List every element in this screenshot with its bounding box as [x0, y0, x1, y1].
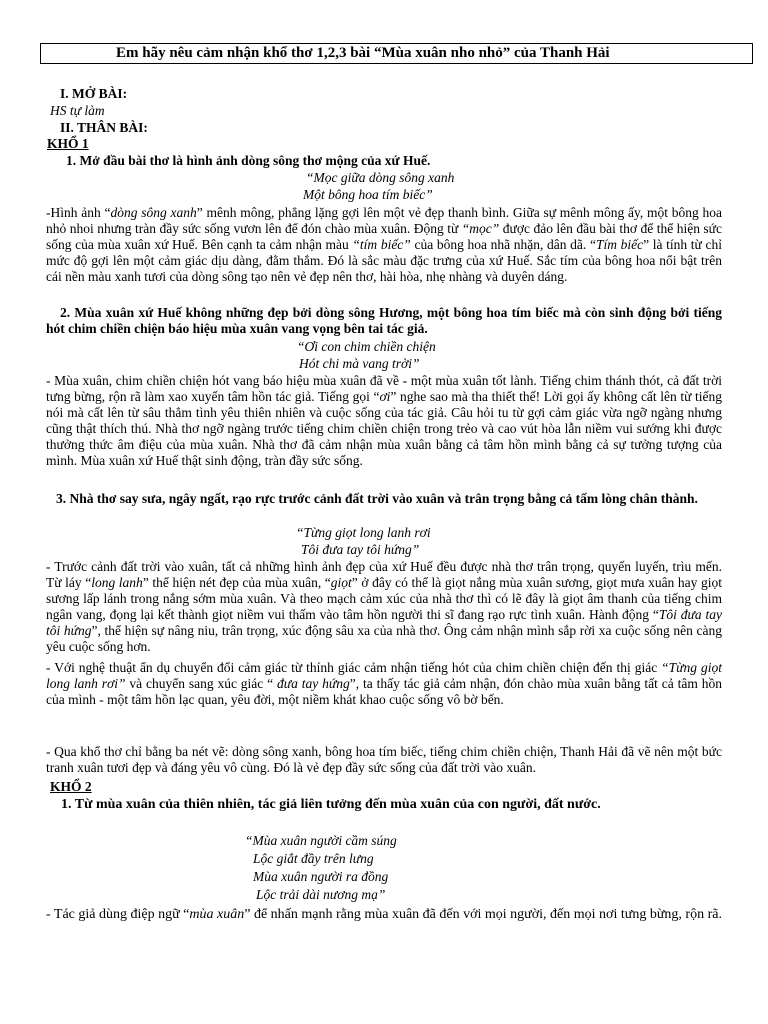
- kho1-s3-paragraph-2: - Với nghệ thuật ẩn dụ chuyển đổi cảm giác từ thính giác cảm nhận tiếng hót của chim chiền chiện đến thị giác “Từng giọt long lanh rơi” và chuyển sang xúc giác “ đưa tay hứng”, ta thấy tác giả cảm nhận, đón chào mùa xuân bằng tất cả tâm hồn của mình - một tâm hồn lạc quan, yêu đời, một niềm khát khao cuộc sống vô bờ bến.: [46, 660, 722, 707]
- kho1-s2-poem-line-1: “Ơi con chim chiền chiện: [297, 339, 436, 354]
- kho2-poem-line-3: Mùa xuân người ra đồng: [253, 869, 389, 884]
- kho1-s3-poem-line-2: Tôi đưa tay tôi hứng”: [301, 542, 420, 557]
- body-heading: II. THÂN BÀI:: [60, 120, 148, 135]
- kho2-poem-line-2: Lộc giắt đầy trên lưng: [253, 851, 374, 866]
- kho2-poem-line-4: Lộc trải dài nương mạ”: [256, 887, 386, 902]
- kho1-s3-heading: 3. Nhà thơ say sưa, ngây ngất, rạo rực trước cảnh đất trời vào xuân và trân trọng bằng cả tấm lòng chân thành.: [56, 491, 698, 506]
- title-box: [40, 43, 753, 64]
- kho1-s2-heading: 2. Mùa xuân xứ Huế không những đẹp bởi dòng sông Hương, một bông hoa tím biếc mà còn sinh động bởi tiếng hót chim chiền chiện báo hiệu mùa xuân vang vọng bên tai tác giả.: [46, 305, 722, 336]
- kho2-poem-line-1: “Mùa xuân người cầm súng: [245, 833, 397, 848]
- kho1-s1-poem-line-2: Một bông hoa tím biếc”: [303, 187, 433, 202]
- kho1-s1-heading: 1. Mở đầu bài thơ là hình ảnh dòng sông thơ mộng của xứ Huế.: [66, 153, 431, 168]
- kho1-s2-poem-line-2: Hót chi mà vang trời”: [299, 356, 420, 371]
- kho1-s1-paragraph: -Hình ảnh “dòng sông xanh” mênh mông, phẳng lặng gợi lên một vẻ đẹp thanh bình. Giữa sự mênh mông ấy, một bông hoa nhỏ nhoi nhưng tràn đầy sức sống vươn lên để đón chào mùa xuân. Động từ “mọc” được đảo lên đầu bài thơ để thể hiện sức sống của mùa xuân xứ Huế. Bên cạnh ta cảm nhận màu “tím biếc” của bông hoa nhã nhặn, dân dã. “Tím biếc” là tính từ chỉ mức độ gợi lên một cảm giác dịu dàng, đằm thắm. Đó là sắc màu đặc trưng của xứ Huế. Sắc tím của bông hoa nổi bật trên cái nền màu xanh tươi của dòng sông tạo nên vẻ đẹp nên thơ, hài hòa, nhẹ nhàng và duyên dáng.: [46, 205, 723, 284]
- document-title: Em hãy nêu cảm nhận khổ thơ 1,2,3 bài “Mùa xuân nho nhỏ” của Thanh Hải: [116, 45, 610, 61]
- kho1-summary-paragraph: - Qua khổ thơ chỉ bằng ba nét vẽ: dòng sông xanh, bông hoa tím biếc, tiếng chim chiền chiện, Thanh Hải đã vẽ nên một bức tranh xuân tươi đẹp và đáng yêu vô cùng. Đó là vẻ đẹp đầy sức sống của đất trời vào xuân.: [46, 744, 722, 775]
- kho2-s1-heading: 1. Từ mùa xuân của thiên nhiên, tác giả liên tưởng đến mùa xuân của con người, đất nước.: [61, 797, 601, 812]
- kho2-label: KHỔ 2: [50, 779, 92, 794]
- intro-heading: I. MỞ BÀI:: [60, 86, 128, 101]
- kho2-s1-paragraph: - Tác giả dùng điệp ngữ “mùa xuân” để nhấn mạnh rằng mùa xuân đã đến với mọi người, đến mọi nơi tưng bừng, rộn rã.: [46, 907, 722, 922]
- kho1-s2-paragraph: - Mùa xuân, chim chiền chiện hót vang báo hiệu mùa xuân đã về - một mùa xuân tốt lành. Tiếng chim thánh thót, cả đất trời tưng bừng, rộn rã làm xao xuyến tâm hồn tác giả. Tiếng gọi “ơi” nghe sao mà tha thiết thế! Lời gọi ấy không cất lên từ tiếng nói mà cất lên từ sâu thẳm tình yêu thiên nhiên và cuộc sống của tác giả. Câu hỏi tu từ gợi cảm giác vừa ngỡ ngàng nhưng cũng thật thích thú. Nhà thơ ngỡ ngàng trước tiếng chim chiền chiện trong trẻo và cao vút hòa lẫn niềm vui sướng khi được thưởng thức âm điệu của mùa xuân. Nhà thơ đã cảm nhận mùa xuân bằng cả tâm hồn mình bằng cả sự tưởng tượng của mình. Mùa xuân xứ Huế thật sinh động, tràn đầy sức sống.: [46, 373, 722, 468]
- kho1-s3-poem-line-1: “Từng giọt long lanh rơi: [296, 525, 431, 540]
- kho1-s3-paragraph-1: - Trước cảnh đất trời vào xuân, tất cả những hình ảnh đẹp của xứ Huế đều được nhà thơ trân trọng, quyến luyến, trìu mến. Từ láy “long lanh” thể hiện nét đẹp của mùa xuân, “giọt” ở đây có thể là giọt nắng mùa xuân sương, giọt mưa xuân hay giọt sương lấp lánh trong nắng sớm mùa xuân. Và theo mạch cảm xúc của nhà thơ thì có lẽ đây là giọt âm thanh của tiếng chim ngân vang, đọng lại kết thành giọt niềm vui thấm vào tâm hồn người thi sĩ đang rạo rực tình xuân. Hành động “Tôi đưa tay tôi hứng”, thể hiện sự nâng niu, trân trọng, xúc động sâu xa của nhà thơ. Ông cảm nhận mình sắp rời xa cuộc sống nên càng yêu cuộc sống hơn.: [46, 559, 722, 654]
- kho1-label: KHỔ 1: [47, 136, 89, 151]
- intro-note: HS tự làm: [50, 103, 105, 118]
- kho1-s1-poem-line-1: “Mọc giữa dòng sông xanh: [306, 170, 455, 185]
